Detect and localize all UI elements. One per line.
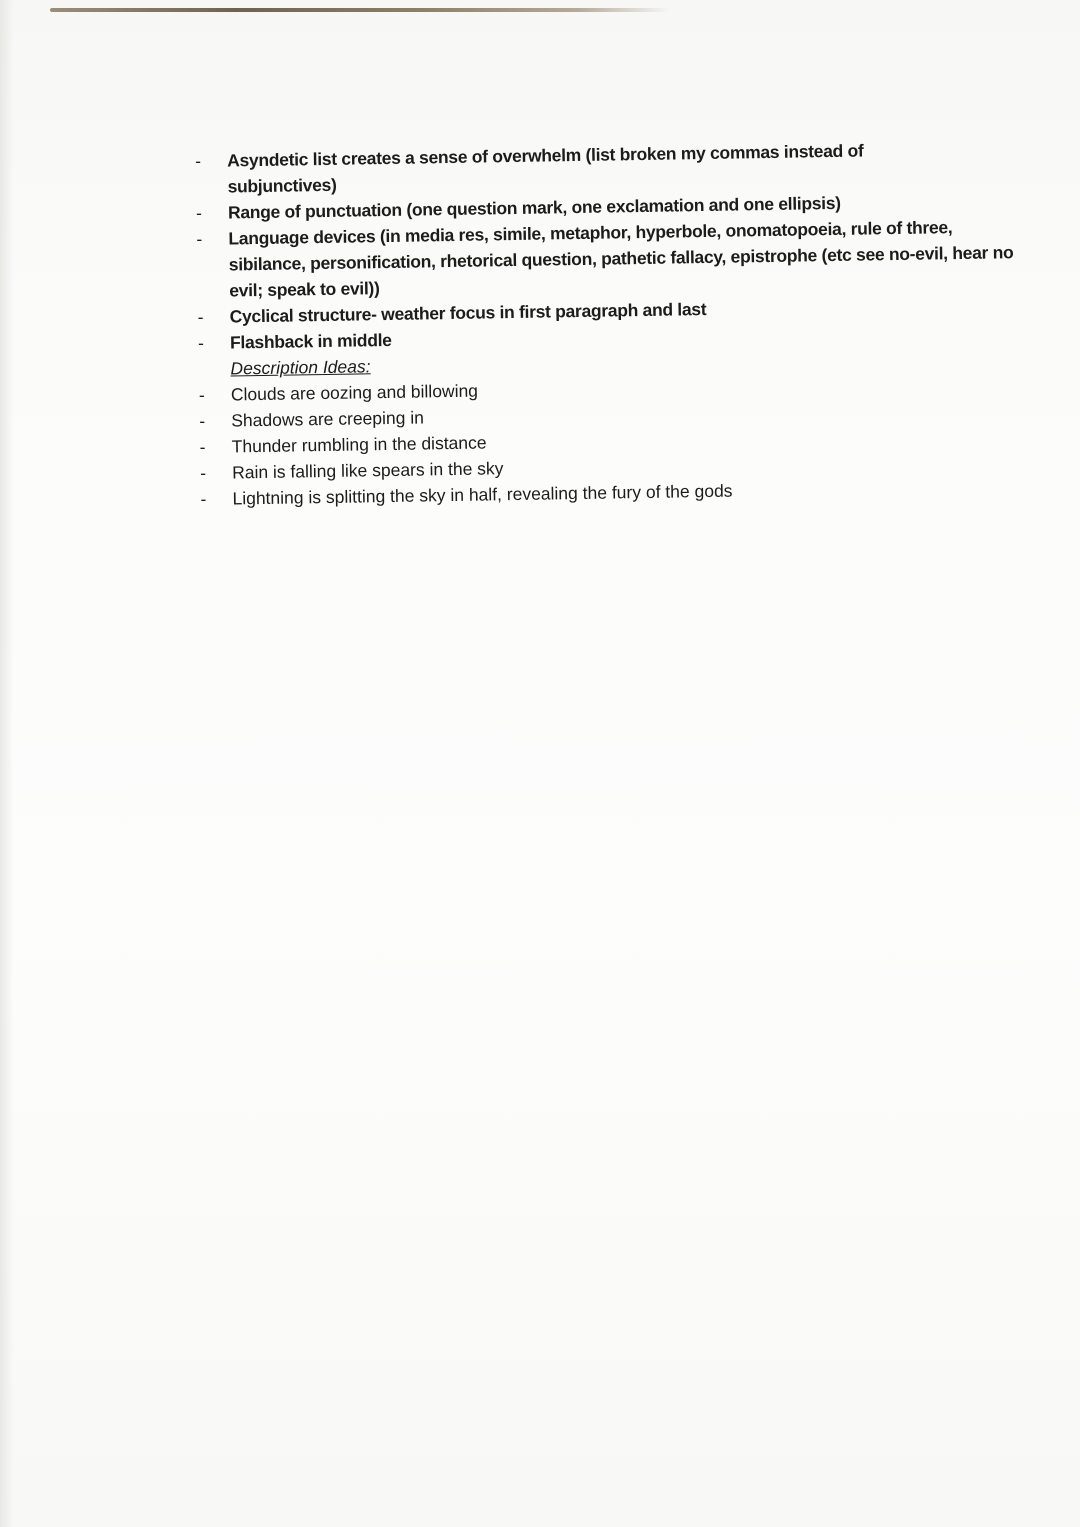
- list-item: [196, 213, 1019, 304]
- bullet-dash: -: [199, 410, 206, 431]
- list-item-text: Asyndetic list creates a sense of overwhelm (list broken my commas instead of subjunctives): [227, 140, 864, 197]
- list-item-text: Thunder rumbling in the distance: [231, 432, 487, 457]
- page-left-shadow: [0, 0, 14, 1527]
- list-item-text: Lightning is splitting the sky in half, revealing the fury of the gods: [232, 480, 733, 509]
- list-item-text: Shadows are creeping in: [231, 407, 425, 431]
- bullet-dash: -: [196, 228, 203, 249]
- description-heading-colon: :: [365, 356, 371, 377]
- notes-list: [195, 135, 1031, 512]
- list-item-text: Range of punctuation (one question mark, one exclamation and one ellipsis): [227, 192, 841, 223]
- list-item-text: Flashback in middle: [229, 329, 392, 353]
- bullet-dash: -: [197, 306, 204, 327]
- bullet-dash: -: [195, 202, 202, 223]
- list-item-text: Language devices (in media res, simile, metaphor, hyperbole, onomatopoeia, rule of three, sibilance, personification, rhetorical question, pathetic fallacy, epistrophe (etc see no-evil, hear no evil; speak to evil)): [228, 217, 1014, 301]
- page-top-edge: [50, 8, 670, 12]
- list-item-text: Rain is falling like spears in the sky: [231, 458, 504, 483]
- bullet-dash: -: [197, 332, 204, 353]
- list-item-text: Cyclical structure- weather focus in first paragraph and last: [229, 298, 707, 327]
- bullet-dash: -: [200, 488, 207, 509]
- bullet-dash: -: [198, 384, 205, 405]
- description-heading-text: Description Ideas: [230, 356, 366, 379]
- bullet-dash: -: [199, 462, 207, 483]
- bullet-dash: -: [199, 436, 206, 457]
- bullet-dash: -: [195, 150, 201, 171]
- list-item-text: Clouds are oozing and billowing: [230, 380, 479, 405]
